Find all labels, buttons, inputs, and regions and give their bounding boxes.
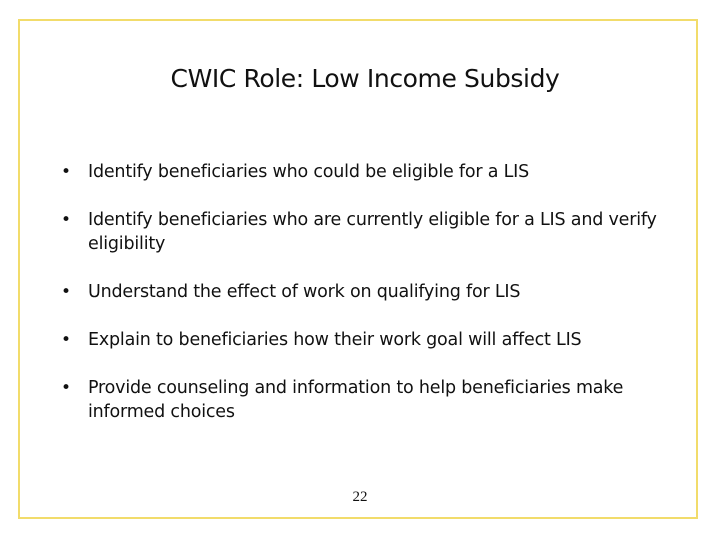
bullet-icon: • [61, 282, 71, 302]
bullet-icon: • [61, 378, 71, 398]
bullet-text: Explain to beneficiaries how their work goal will affect LIS [88, 330, 582, 350]
bullet-text: Understand the effect of work on qualifying for LIS [88, 282, 521, 302]
bullet-item [58, 376, 678, 424]
bullet-item [58, 208, 678, 256]
page-number: 22 [352, 489, 368, 505]
bullet-item [58, 328, 678, 352]
bullet-icon: • [61, 330, 71, 350]
bullet-text: Identify beneficiaries who are currently eligible for a LIS and verify eligibility [88, 210, 657, 254]
bullet-item [58, 160, 678, 184]
bullet-icon: • [61, 162, 71, 182]
bullet-text: Identify beneficiaries who could be eligible for a LIS [88, 162, 530, 182]
bullet-text: Provide counseling and information to help beneficiaries make informed choices [88, 378, 624, 422]
slide-title: CWIC Role: Low Income Subsidy [170, 64, 560, 93]
bullet-item [58, 280, 678, 304]
bullet-list [58, 160, 678, 448]
bullet-icon: • [61, 210, 71, 230]
